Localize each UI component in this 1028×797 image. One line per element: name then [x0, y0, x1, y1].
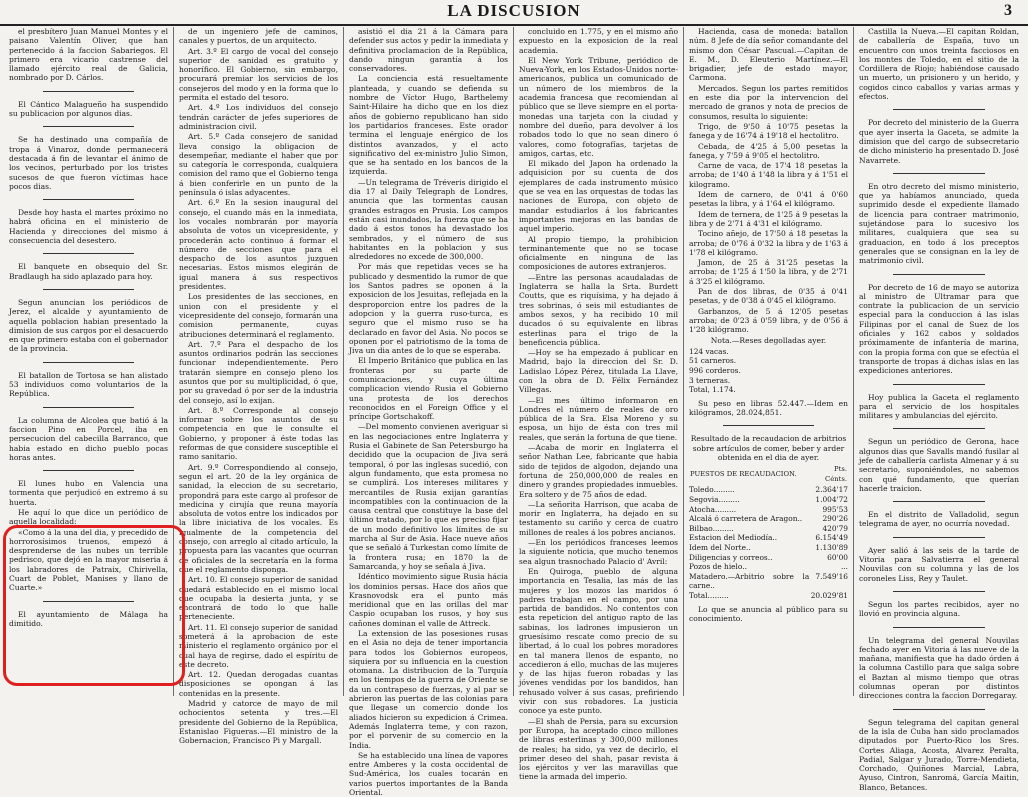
column-3	[344, 27, 514, 797]
paragraph: Idem de carnero, de 0'41 á 0'60 pesetas la libra, y á 1'64 el kilógramo.	[689, 190, 848, 209]
paragraph: El lunes hubo en Valencia una tormenta que perjudicó en extremo á su huerta.	[9, 479, 168, 507]
section-divider	[43, 199, 134, 200]
column-4	[514, 27, 684, 782]
section-divider	[893, 109, 985, 110]
paragraph: Por decreto del ministerio de la Guerra que ayer inserta la Gaceta, se admite la dimision que del cargo de subsecretario de dicho ministerio ha presentado D. José Navarrete.	[859, 118, 1019, 165]
paragraph: Garbanzos, de 5 á 12'05 pesetas arroba; de 0'23 á 0'59 libra, y de 0'56 á 1'28 kilógramo.	[689, 306, 848, 335]
article-columns	[4, 27, 1024, 797]
paragraph: —En los periódicos franceses leemos la siguiente noticia, que mucho tenemos sea algun trasnochado Palacio d' Avril:	[519, 538, 678, 566]
table-label-cell: Alcalá ó carretera de Aragon..	[689, 514, 803, 524]
paragraph: El New York Tribune, periódico de Nueva-York, en los Estados-Unidos norte-americanos, publica un comunicado de un número de los miembros de la academia francesa que recomiendan al público que se lleve siempre en el porta-monedas una tarjeta con la ciudad y nombre del dueño, para devolver á los robados todo lo que no sean dinero ó valores, como fotografías, tarjetas de amigos, cartas, etc.	[519, 55, 678, 158]
table-row	[689, 572, 848, 591]
section-divider	[893, 274, 985, 275]
paragraph: —Del momento convienen averiguar si en las negociaciones entre Inglaterra y Rusia el Gabinete de San Petersburgo ha decidido que la ocupacion de Jiva será temporal, ó por las inglesas sucedió, con algun fundamento, que esta promesa no se cumplirá. Los intereses militares y mercantiles de Rusia exijan garantías incompatibles con la continuacion de la causa central que constituye la base del último tratado, por lo que es preciso fijar de un modo definitivo los límites de su marcha al Sur de Asia. Hace nueve años que se señaló á Turkestan como límite de la frontera rusa; en 1870 la de Samarcanda, y hoy se señala á Jiva.	[349, 422, 508, 571]
paragraph: Pan de dos libras, de 0'35 á 0'41 pesetas, y de 0'38 á 0'45 el kilógramo.	[689, 287, 848, 306]
paragraph: Idéntico movimiento sigue Rusia hácia los dominios persas. Hace dos años que Krasnovodsk era el punto más meridional que en las orillas del mar Caspio ocupaban los rusos, y hoy sus cañones dominan el valle de Attreck.	[349, 572, 508, 628]
table-label-cell: Toledo.........	[689, 485, 735, 495]
section-divider	[893, 591, 985, 592]
paragraph: Art. 7.º Para el despacho de los asuntos ordinarios podrán las secciones funcionar independientemente. Pero tratarán siempre en consejo pleno los asuntos que por su multiplicidad, ó que, por su gravedad ó por ser de la industria del consejo, así lo exijan.	[179, 339, 338, 405]
paragraph: Segun anuncian los periódicos de Jerez, el alcalde y ayuntamiento de aquella poblacion habian presentado la dimision de sus cargos por el desacuerdo en que primero estaba con el gobernador de la provincia.	[9, 297, 168, 354]
paragraph: Por más que repetidas veces se ha publicado y desmentido la rumor de que los Santos padres se oponen á la exposicion de los Jesuitas, reflejada en la desproporcion entre los padres de la adopcion y la guerra ruso-turca, es seguro que el mismo ruso se ha declarado en favor del Asia. No pocos se oponen por el patriotismo de la toma de Jiva un dia antes de lo que se esperaba.	[349, 262, 508, 356]
section-divider	[893, 384, 985, 385]
table-label-cell: 51 carneros.	[689, 356, 737, 366]
paragraph: Se ha destinado una compañía de tropa á Vinaroz, donde permanecerá destacada á fin de levantar el ánimo de los vecinos, perturbado por los tristes sucesos de que fueron víctimas hace pocos dias.	[9, 135, 168, 191]
paragraph: el presbítero Juan Manuel Montes y el paisano Valentín Oliver, que han pertenecido á la faccion Sabariegos. El primero era vicario castrense del llamado ejército real de Galicia, nombrado por D. Cárlos.	[9, 27, 168, 83]
paragraph: El Cántico Malagueño ha suspendido su publicacion por algunos dias.	[9, 99, 168, 119]
paragraph: Ayer salió á las seis de la tarde de Vitoria para Salvatierra el general Nouvilas con su columna y las de los coroneles Liss, Rey y Taulet.	[859, 545, 1019, 583]
table-row	[689, 376, 848, 386]
paragraph: Lo que se anuncia al público para su conocimiento.	[689, 604, 848, 623]
column-1	[4, 27, 174, 696]
section-divider	[43, 126, 134, 127]
table-value-cell: 2.364'17	[815, 485, 848, 495]
paragraph: Art. 11. El consejo superior de sanidad someterá á la aprobacion de este ministerio el reglamento orgánico por el cual haya de regirse, dado el espíritu de este decreto.	[179, 622, 338, 669]
section-divider	[893, 537, 985, 538]
section-divider	[43, 470, 134, 471]
subheading: Nota.—Reses degolladas ayer.	[710, 335, 827, 345]
table-label-cell: 996 corderos.	[689, 365, 741, 375]
table-value-cell: 60'00	[827, 552, 848, 562]
table-row	[689, 385, 848, 395]
table-row	[689, 591, 848, 601]
paragraph: Castilla la Nueva.—El capitan Roldan, de caballería de España, tuvo un encuentro con unos treinta facciosos en los montes de Toledo, en el sitio de la Cordillera de Riojo; habiéndose causado un muerto, un prisionero y un herido, y cogidos cinco caballos y varias armas y efectos.	[859, 27, 1019, 102]
paragraph: Un telegrama del general Nouvilas fechado ayer en Vitoria á las nueve de la mañana, manifiesta que ha dado órden á la columna Castillo para que salga sobre el Baztan al mismo tiempo que otras columnas operan por distintos direcciones contra la faccion Dorregaray.	[859, 635, 1019, 701]
paragraph: El banquete en obsequio del Sr. Bradlaugh ha sido aplazado para hoy.	[9, 262, 168, 281]
paragraph: Jamon, de 25 á 31'25 pesetas la arroba; de 1'25 á 1'50 la libra, y de 2'71 á 3'25 el kilógramo.	[689, 258, 848, 286]
paragraph: Segun telegrama del capitan general de la isla de Cuba han sido proclamados diputados por Puerto-Rico los Sres. Cortes Aliaga, Acosta, Alvarez Peralta, Padial, Salgar y Jurado, Torre-Mendieta, Corchado, Quiñones Marcial, Labra, Ayuso, Cintron, Sanromá, García Maitin, Blanco, Betances.	[859, 717, 1019, 792]
table-value-cell: 1.004'72	[815, 495, 848, 505]
section-divider	[723, 425, 814, 426]
table-label-cell: Total, 1.174.	[689, 385, 736, 395]
table-value-cell: ...	[840, 562, 848, 572]
paragraph: El mikado del Japon ha ordenado la adquisicion por su cuenta de dos ejemplares de cada instrumento músico que se vea en las orquestas de todas las naciones de Europa, con objeto de mandar estudiarlos á los fabricantes importantes mejoras en las bandas de aquel imperio.	[519, 159, 678, 234]
table-row	[689, 356, 848, 366]
paragraph: asistió el dia 21 á la Cámara para defender sus actos y pedir la inmediata y definitiva proclamacion de la República, dando ningun garantía á los conservadores.	[349, 27, 508, 74]
page-number: 3	[1004, 2, 1012, 19]
table-value-cell: 20.029'81	[810, 590, 848, 600]
paragraph: —Un telegrama de Tréveris dirigido el dia 17 al Daily Telegraph de Londres, anuncia que las tormentas causan grandes estragos en Prusia. Los campos están casi inundados, la fuerza que se ha dado á estos tonos ha devastado los sembrados, y el número de sus habitantes en la poblacion y sus alrededores no excede de 300,000.	[349, 177, 508, 262]
data-table	[689, 464, 848, 600]
table-row	[689, 347, 848, 357]
table-label-cell: Pozos de hielo..	[689, 562, 747, 572]
newspaper-title: LA DISCUSION	[447, 1, 581, 20]
section-divider	[893, 501, 985, 502]
paragraph: La conciencia está resueltamente planteada, y cuando se defienda su nombre de Víctor Hugo, Barthelemy Saint-Hilaire ha dicho que en los diez años de gobierno republicano han sido los partidarios franceses. Este orador termina el lenguaje enérgico de los distintos avanzados, y el acto significativo del ex-ministro Julio Simon, que se ha sentado en los bancos de la izquierda.	[349, 74, 508, 177]
section-divider	[43, 601, 134, 602]
paragraph: En Quiroga, pueblo de alguna importancia en Tesalia, las más de las mujeres y los mozos las maridos ó padres trabajan en el campo, por una partida de bandidos. No contentos con esta repeticion del antiguo rapto de las sabinas, los ladrones impusieron un gruesísimo rescate como precio de su libertad, á lo cual los pobres moradores en tal manera llenos de espanto, no accedieron á ello, muchas de las mujeres y de las hijas fueron robadas y las jóvenes vendidas por los bandidos, han rehusado volver á sus casas, prefiriendo vivir con sus robadores. La justicia conoce ya este punto.	[519, 566, 678, 716]
section-divider	[893, 173, 985, 174]
paragraph: En el distrito de Valladolid, segun telegrama de ayer, no ocurría novedad.	[859, 510, 1019, 529]
paragraph: —La señorita Harrison, que acaba de morir en Inglaterra, ha dejado en su testamento su cariño y cerca de cuatro millones de reales á los pobres ancianos.	[519, 499, 678, 537]
table-value-cell: 7.549'16	[815, 571, 848, 581]
table-header-row	[689, 464, 848, 485]
table-value-cell: 420'79	[822, 523, 848, 533]
table-row	[689, 533, 848, 543]
paragraph: El batallon de Tortosa se han alistado 53 individuos como voluntarios de la República.	[9, 370, 168, 399]
paragraph: El Imperio Británico que publica en las fronteras por su parte de comunicaciones, y cuya última complicacion viendo Rusia el Gobierno una protesta de los derechos reconocidos en el Foreign Office y el príncipe Gortschakoff.	[349, 356, 508, 422]
paragraph: Art. 12. Quedan derogadas cuantas disposiciones se opongan á las contenidas en la presente.	[179, 670, 338, 698]
table-label-cell: 124 vacas.	[689, 346, 729, 356]
table-row	[689, 514, 848, 524]
section-divider	[893, 709, 985, 710]
table-value-cell: 995'53	[822, 504, 848, 514]
paragraph: En otro decreto del mismo ministerio, que ya habíamos anunciado, queda suprimido desde el expediente llamado de licencia para contraer matrimonio, sujetándose para lo sucesivo los militares, cualquiera que sea su graduacion, en todo á los preceptos generales que se consignan en la ley de matrimonio civil.	[859, 181, 1019, 266]
table-label-cell: Diligencias y correos..	[689, 552, 773, 562]
table-value-cell: 1.130'89	[815, 543, 848, 552]
paragraph: Desde hoy hasta el martes próximo no habrá oficina en el ministerio de Hacienda y direcciones del mismo á consecuencia del desestero.	[9, 208, 168, 246]
table-row	[689, 553, 848, 563]
paragraph: Al propio tiempo, la prohibicion terminantemente que no se tocase oficialmente en ninguna de las composiciones de autores extranjeros.	[519, 234, 678, 272]
paragraph: Art. 3.º El cargo de vocal del consejo superior de sanidad es gratuito y honorífico. El Gobierno, sin embargo, procurará premiar los servicios de los consejeros del modo y en la forma que lo permita el estado del tesoro.	[179, 46, 338, 103]
paragraph: Art. 6.º En la sesion inaugural del consejo, el cuando más en la inmediata, los vocales nombrarán por mayoría absoluta de votos un vicepresidente, y procederán acto continuo á formar el número de secciones que para el despacho de los asuntos juzguen necesarias. Estos mismos elegirán de igual manera á sus respectivos presidentes.	[179, 198, 338, 292]
paragraph: Los presidentes de las secciones, en union con el presidente y el vicepresidente del consejo, formarán una comision permanente, cuyas atribuciones determinará el reglamento.	[179, 292, 338, 339]
table-value-cell: 6.154'49	[815, 533, 848, 543]
masthead	[0, 0, 1028, 26]
table-label-cell: Bilbao.........	[689, 523, 734, 533]
paragraph: Art. 8.º Corresponde al consejo informar sobre los asuntos de su competencia en que le consulte el Gobierno, y proponer á éste todas las reformas de que considere susceptible el ramo sanitario.	[179, 405, 338, 462]
paragraph: Art. 9.º Correspondiendo al consejo, segun el art. 20 de la ley orgánica de sanidad, la eleccion de su secretario, propondrá para este cargo al profesor de medicina y cirujía que reuna mayoría absoluta de votos entre los indicados por la libre iniciativa de los vocales. Es igualmente de la competencia del consejo, con arreglo al citado artículo, la propuesta para las vacantes que ocurran de oficiales de la secretaría en la forma que el reglamento disponga.	[179, 462, 338, 574]
table-row	[689, 543, 848, 553]
paragraph: «Como á la una del dia, y precedido de horrorosísimos truenos, empezó á desprenderse de las nubes un terrible pedrisco, que dejó en la mayor miseria á los labradores de Patraix, Chirivella, Cuart de Poblet, Manises y llano de Cuarte.»	[9, 527, 168, 593]
section-divider	[893, 627, 985, 628]
paragraph: Carne de vaca, de 17'4 18 pesetas la arroba; de 1'40 á 1'48 la libra y á 1'51 el kilogramo.	[689, 161, 848, 189]
paragraph: Art. 4.º Los individuos del consejo tendrán carácter de jefes superiores de administracion civil.	[179, 103, 338, 131]
paragraph: Madrid y catorce de mayo de mil ochocientos setenta y tres.—El presidente del Gobierno de la República, Estanislao Figueras.—El ministro de la Gobernacion, Francisco Pi y Margall.	[179, 699, 338, 746]
paragraph: Por decreto de 16 de mayo se autoriza al ministro de Ultramar para que contrate la publicacion de un servicio especial para la conduccion á las islas Filipinas por el canal de Suez de los oficiales y 162 cabos y soldados próximamente de infantería de marina, con la propia forma con que se efectúa el transporte de tropas á dichas islas en las expediciones anteriores.	[859, 282, 1019, 376]
table-row	[689, 366, 848, 376]
table-label-cell: 3 terneras.	[689, 375, 731, 385]
paragraph: Hacienda, casa de moneda: batallon núm. 8 Jefe de día señor comandante del mismo don César Pascual.—Capitan de E. M., D. Eleuterio Martínez.—El brigadier, jefe de estado mayor, Carmona.	[689, 27, 848, 83]
subheading: Resultado de la recaudacion de arbitrios sobre artículos de comer, beber y arder obtenida en el dia de ayer.	[690, 434, 847, 462]
paragraph: Hoy publica la Gaceta el reglamento para el servicio de los hospitales militares y ambulancias del ejército.	[859, 392, 1019, 421]
paragraph: —Hoy se ha empezado á publicar en Madrid, bajo la direccion del Sr. D. Ladislao López Pérez, titulada La Llave, con la obra de D. Félix Fernández Villegas.	[519, 348, 678, 395]
table-header-cell: PUESTOS DE RECAUDACION.	[690, 470, 797, 479]
paragraph: concluido en 1.775, y en el mismo año expuesto en la exposicion de la real academia.	[519, 27, 678, 55]
table-row	[689, 505, 848, 515]
table-label-cell: Total.........	[689, 590, 729, 600]
table-header-cell: Pts. Cénts.	[825, 465, 847, 483]
section-divider	[43, 407, 134, 408]
paragraph: Trigo, de 9'50 á 10'75 pesetas la fanega y de 16'74 á 19'18 el hectolitro.	[689, 121, 848, 141]
paragraph: de un ingeniero jefe de caminos, canales y puertos, de un arquitecto.	[179, 27, 338, 46]
section-divider	[43, 91, 134, 92]
data-table	[689, 347, 848, 395]
column-2	[174, 27, 344, 746]
paragraph: El ayuntamiento de Málaga ha dimitido.	[9, 609, 168, 628]
section-divider	[43, 289, 134, 290]
paragraph: Tocino añejo, de 17'50 á 18 pesetas la arroba; de 0'76 á 0'32 la libra y de 1'63 á 1'78 el kilógramo.	[689, 229, 848, 257]
paragraph: Cebada, de 4'25 á 5,00 pesetas la fanega, y 7'59 á 9'05 el hectolitro.	[689, 141, 848, 160]
table-label-cell: Idem del Norte..	[689, 543, 751, 552]
paragraph: He aquí lo que dice un periódico de aquella localidad:	[9, 507, 168, 527]
column-6	[854, 27, 1024, 792]
section-divider	[43, 362, 134, 363]
table-label-cell: Matadero.—Arbitrio sobre la carne..	[689, 571, 810, 591]
paragraph: Mercados. Segun los partes remitidos en este dia por la intervencion del mercado de granos y nota de precios de consumos, resulta lo siguiente:	[689, 83, 848, 121]
paragraph: —El mes último informaron en Londres el número de reales de oro pública de la Sra. Elsa Moreno y su esposa, un hijo de ésta con tres mil reales, que serán la fortuna de que tiene.	[519, 395, 678, 442]
table-row	[689, 524, 848, 534]
table-value-cell: 290'26	[822, 514, 848, 524]
paragraph: La columna de Alcolea que batió á la faccion Pino en Porcel, iba en persecucion del cabecilla Barranco, que habia estado en dicho pueblo pocas horas antes.	[9, 415, 168, 462]
paragraph: Segun un periódico de Gerona, hace algunos dias que Savalls mandó fusilar al jefe de caballería carlista Almenar y á su secretario, suponiéndoles, no sabemos con qué fundamento, que querían hacerle traicion.	[859, 437, 1019, 493]
section-divider	[43, 253, 134, 254]
column-5	[684, 27, 854, 696]
paragraph: Su peso en libras 52.447.—Idem en kilógramos, 28.024,851.	[689, 398, 848, 418]
table-label-cell: Segovia.........	[689, 495, 740, 505]
paragraph: Se ha establecido una línea de vapores entre Amberes y la costa occidental de Sud-América, los cuales tocarán en varios puertos importantes de la Banda Oriental.	[349, 750, 508, 797]
paragraph: Segun los partes recibidos, ayer no llovió en provincia alguna.	[859, 599, 1019, 619]
paragraph: —Acaba de morir en Inglaterra el señor Nathan Lee, fabricante que habia sido de tejidos de algodon, dejando una fortuna de 250,000,000 de reales en dinero y grandes propiedades inmuebles. Era soltero y de 75 años de edad.	[519, 443, 678, 499]
paragraph: —Entre las personas acaudaladas de Inglaterra se halla la Srta. Burdett Coutts, que es riquísima, y ha dejado á tres sobrinas, ó seis mil estudiantes de ambos sexos, y ha recibido 10 mil ducados ó su equivalente en libras esterlinas para el trigo de la beneficencia pública.	[519, 272, 678, 347]
table-row	[689, 495, 848, 505]
paragraph: Art. 5.º Cada consejero de sanidad lleva consigo la obligacion de desempeñar, mediante el haber que por su categoría le corresponda, cualquiera comision del ramo que el Gobierno tenga á bien conferirle en un punto de la península ó islas adyacentes.	[179, 132, 338, 198]
table-label-cell: Estacion del Mediodía..	[689, 533, 778, 543]
table-row	[689, 485, 848, 495]
paragraph: —El shah de Persia, para su excursion por Europa, ha aceptado cinco millones de libras esterlinas y 300,000 millones de reales; ha sido, ya vez de decirlo, el primer deseo del shah, pasar revista á los ejércitos y ver las maravillas que tiene la armada del imperio.	[519, 716, 678, 782]
section-divider	[893, 428, 985, 429]
paragraph: La extension de las posesiones rusas en el Asia no deja de tener importancia para todos los Gobiernos europeos, siquiera por su influencia en la cuestion otomana. La distribucion de la Turquía en los tiempos de la guerra de Oriente se da un contrapeso de fuerzas, y al par se abrieron las puertas de las colonias para que llegase un comercio donde los aliados hicieron su expedicion á Crimea. Además Inglaterra teme, y con razon, por el porvenir de su comercio en la India.	[349, 629, 508, 750]
table-row	[689, 562, 848, 572]
table-label-cell: Atocha.........	[689, 504, 737, 514]
paragraph: Art. 10. El consejo superior de sanidad quedará establecido en el mismo local que ocupaba la desierta junta, y se encontrará de todo lo que halle perteneciente.	[179, 575, 338, 622]
paragraph: Idem de ternera, de 1'25 á 9 pesetas la libra y de 2'71 á 4'31 el kilógramo.	[689, 209, 848, 228]
